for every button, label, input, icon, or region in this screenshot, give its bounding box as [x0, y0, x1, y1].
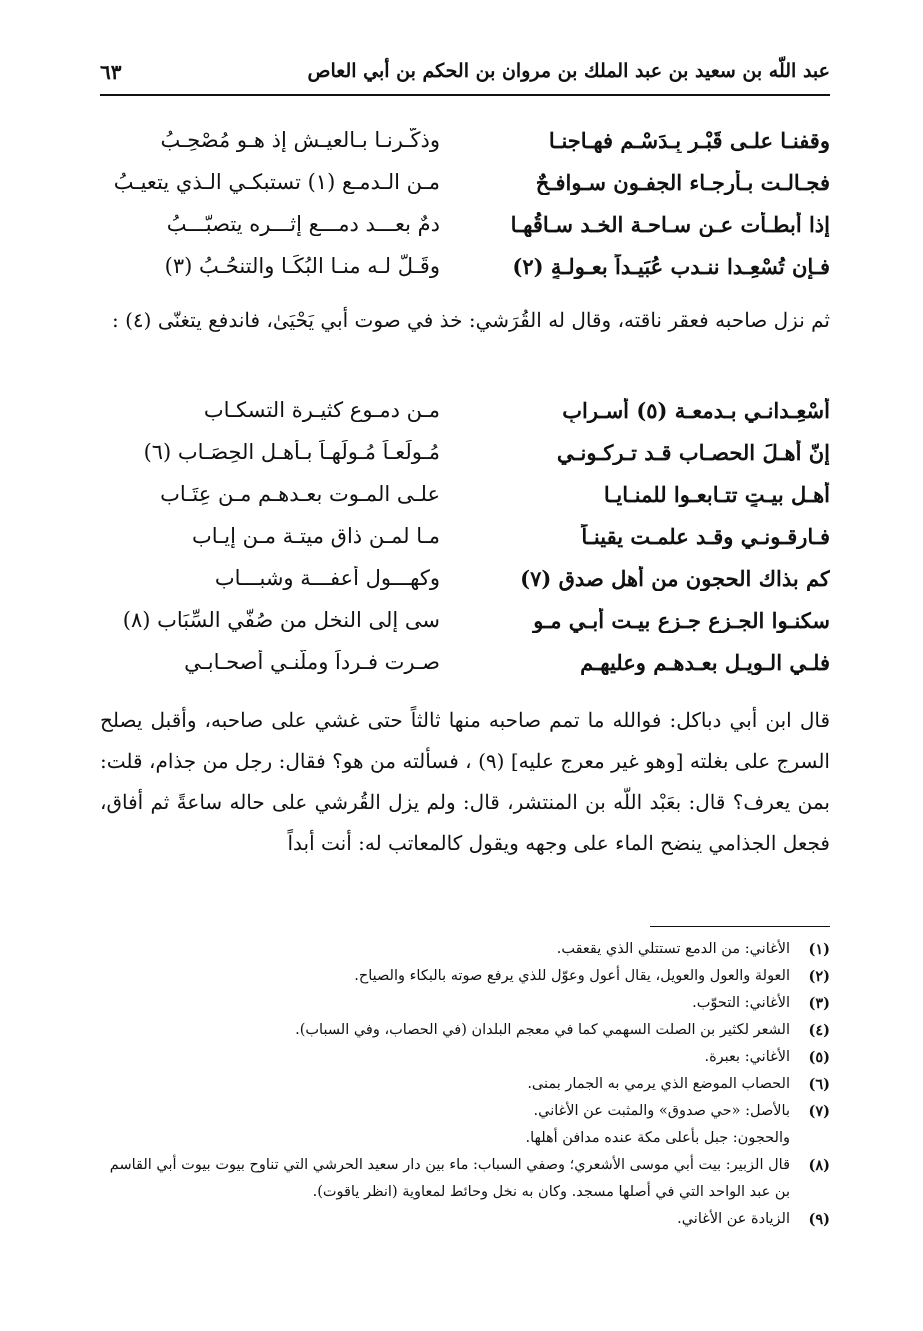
poem-stanza-2	[100, 398, 830, 692]
verse-line	[100, 524, 830, 566]
footnote-number: (٩)	[808, 1211, 830, 1228]
verse-second-hemistich: وكهـــول أعفـــة وشبـــاب	[214, 566, 440, 590]
footnote-divider	[650, 926, 830, 927]
verse-first-hemistich: فجـالـت بـأرجـاء الجفـون سـوافـحٌ	[535, 170, 830, 195]
footnote-number: (٦)	[808, 1076, 830, 1093]
footnote-text: الحصاب الموضع الذي يرمي به الجمار بمنى.	[527, 1076, 790, 1092]
footnote-item	[100, 1071, 830, 1098]
footnote-text: الأغاني: بعبرة.	[704, 1049, 790, 1065]
verse-line	[100, 128, 830, 170]
verse-line	[100, 608, 830, 650]
page-header	[100, 54, 830, 96]
verse-second-hemistich: مـن الـدمـع (١) تستبكـي الـذي يتعيـبُ	[113, 170, 440, 194]
verse-second-hemistich: مـن دمـوع كثيـرة التسكـاب	[203, 398, 440, 422]
prose-paragraph-2	[100, 700, 830, 864]
verse-line	[100, 650, 830, 692]
prose-paragraph-1	[100, 300, 830, 341]
running-title: عبد اللّه بن سعيد بن عبد الملك بن مروان بن الحكم بن أبي العاص	[307, 60, 830, 82]
footnote-item	[100, 1206, 830, 1233]
verse-first-hemistich: فـارقـونـي وقـد علمـت يقينـاً	[581, 524, 830, 549]
footnote-number: (٣)	[808, 995, 830, 1012]
prose-text: ثم نزل صاحبه فعقر ناقته، وقال له القُرَشي: خذ في صوت أبي يَحْيَىٰ، فاندفع يتغنّى (٤) :	[112, 308, 830, 332]
verse-second-hemistich: دمٌ بعـــد دمـــع إثـــره يتصبّـــبُ	[166, 212, 440, 236]
verse-line	[100, 254, 830, 296]
footnote-text: قال الزبير: بيت أبي موسى الأشعري؛ وصفي السباب: ماء بين دار سعيد الحرشي التي تناوح بيوت بيوت أبي القاسم بن عبد الواحد التي في أصلها مسجد. وكان به نخل وحائط لمعاوية (انظر ياقوت).	[109, 1157, 790, 1200]
verse-line	[100, 212, 830, 254]
verse-second-hemistich: علـى المـوت بعـدهـم مـن عِتَـاب	[160, 482, 440, 506]
footnote-continuation: والحجون: جبل بأعلى مكة عنده مدافن أهلها.	[525, 1130, 790, 1146]
footnote-number: (٤)	[808, 1022, 830, 1039]
verse-line	[100, 170, 830, 212]
verse-line	[100, 566, 830, 608]
verse-first-hemistich: فلـي الـويـل بعـدهـم وعليهـم	[580, 650, 830, 675]
footnote-number: (٢)	[808, 968, 830, 985]
prose-text: قال ابن أبي دباكل: فوالله ما تمم صاحبه منها ثالثاً حتى غشي على صاحبه، وأقبل يصلح السرج على بغلته [وهو غير معرج عليه] (٩) ، فسألته من هو؟ فقال: رجل من جذام، قلت: بمن يعرف؟ قال: بعَبْد اللّه بن المنتشر، قال: ولم يزل القُرشي على حاله ساعةً ثم أفاق، فجعل الجذامي ينضح الماء على وجهه ويقول كالمعاتب له: أنت أبداً	[100, 708, 830, 855]
footnote-item	[100, 1017, 830, 1044]
footnote-item	[100, 990, 830, 1017]
verse-first-hemistich: أَسْعِـدانـي بـدمعـة (٥) أسـرابِ	[562, 398, 830, 423]
footnote-text: الأغاني: التحوّب.	[692, 995, 790, 1011]
verse-line	[100, 398, 830, 440]
verse-line	[100, 440, 830, 482]
footnote-text: بالأصل: «حي صدوق» والمثبت عن الأغاني.	[533, 1103, 790, 1119]
footnote-text: الشعر لكثير بن الصلت السهمي كما في معجم البلدان (في الحصاب، وفي السباب).	[295, 1022, 790, 1038]
verse-second-hemistich: مـا لمـن ذاق ميتـة مـن إيـاب	[191, 524, 440, 548]
footnote-text: الزيادة عن الأغاني.	[677, 1211, 790, 1227]
footnote-number: (٥)	[808, 1049, 830, 1066]
footnotes	[100, 936, 830, 1233]
footnote-number: (٨)	[808, 1157, 830, 1174]
verse-first-hemistich: أهـل بيـتٍ تتـابعـوا للمنـايـا	[603, 482, 830, 507]
verse-first-hemistich: فـإن تُسْعِـدا ننـدب عُبَيـداً بعـولـةٍ (٢)	[512, 254, 830, 279]
verse-second-hemistich: وقَـلّ لـه منـا البُكَـا والتنحُـبُ (٣)	[164, 254, 440, 278]
verse-second-hemistich: سى إلى النخل من صُفّي السِّبَاب (٨)	[122, 608, 440, 632]
verse-first-hemistich: إذا أبطـأت عـن سـاحـة الخـد سـاقُهـا	[510, 212, 830, 237]
verse-second-hemistich: وذكَّـرنـا بـالعيـش إذ هـو مُصْحِـبُ	[160, 128, 440, 152]
verse-first-hemistich: سكنـوا الجـزع جـزع بيـت أبـي مـو	[533, 608, 830, 633]
page-number: ٦٣	[100, 60, 122, 84]
verse-first-hemistich: وقفنـا علـى قَبْـرٍ بِـدَسْـمٍ فهـاجنـا	[548, 128, 830, 153]
footnote-item	[100, 1098, 830, 1125]
verse-first-hemistich: إنّ أهـلَ الحصـاب قـد تـركـونـي	[556, 440, 830, 465]
verse-first-hemistich: كم بذاك الحجون من أهل صدق (٧)	[520, 566, 830, 591]
footnote-item	[100, 936, 830, 963]
footnote-number: (٧)	[808, 1103, 830, 1120]
verse-second-hemistich: مُـولَعـاً مُـولَهـاً بـأهـل الحِصَـاب (٦)	[143, 440, 440, 464]
footnote-text: الأغاني: من الدمع تستتلي الذي يقعقب.	[556, 941, 790, 957]
footnote-item	[100, 963, 830, 990]
footnote-text: العولة والعول والعويل، يقال أعول وعوّل للذي يرفع صوته بالبكاء والصياح.	[354, 968, 790, 984]
footnote-item	[100, 1152, 830, 1206]
footnote-number: (١)	[808, 941, 830, 958]
poem-stanza-1	[100, 128, 830, 296]
verse-second-hemistich: صـرت فـرداً وملّنـي أصحـابـي	[184, 650, 440, 674]
footnote-item	[100, 1044, 830, 1071]
verse-line	[100, 482, 830, 524]
